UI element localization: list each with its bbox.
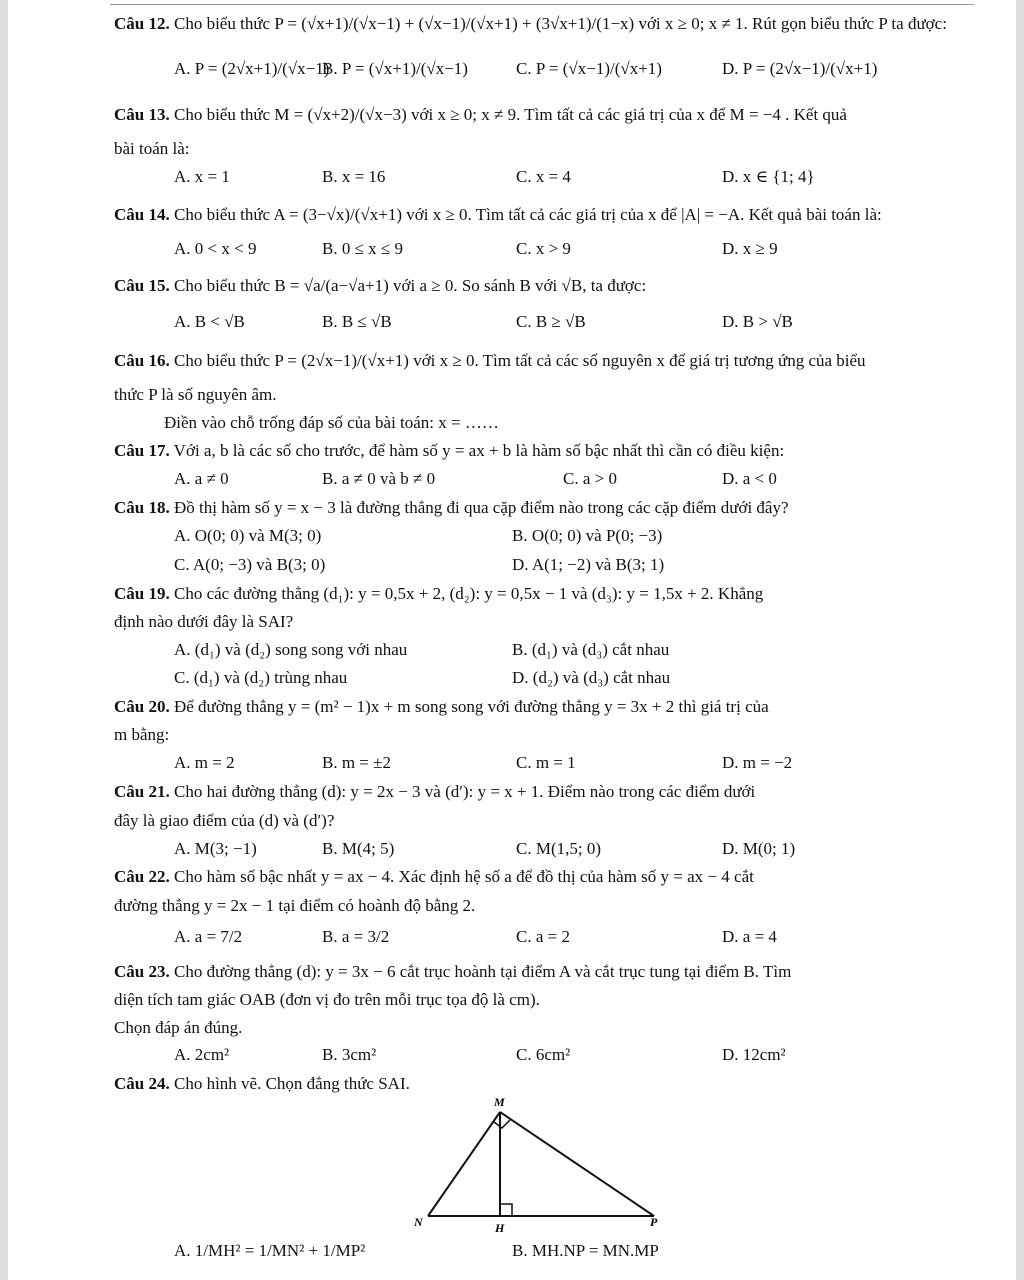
answer-option[interactable]: B. (d₁) và (d₃) cắt nhau: [512, 640, 670, 659]
answer-option[interactable]: B. M(4; 5): [322, 839, 395, 858]
answer-option[interactable]: A. M(3; −1): [174, 839, 257, 858]
question-line: Câu 24. Cho hình vẽ. Chọn đẳng thức SAI.: [114, 1074, 410, 1093]
right-angle-h: [500, 1204, 512, 1216]
triangle-figure: [410, 1092, 670, 1240]
answer-option[interactable]: C. m = 1: [516, 753, 576, 772]
answer-option[interactable]: A. m = 2: [174, 753, 235, 772]
question-line: Câu 16. Cho biểu thức P = (2√x−1)/(√x+1) với x ≥ 0. Tìm tất cả các số nguyên x để giá trị tương ứng của biểu: [114, 351, 866, 370]
question-line: định nào dưới đây là SAI?: [114, 612, 294, 631]
answer-option[interactable]: B. P = (√x+1)/(√x−1): [322, 59, 468, 78]
question-line: Câu 21. Cho hai đường thẳng (d): y = 2x − 3 và (d′): y = x + 1. Điểm nào trong các điểm dưới: [114, 782, 756, 801]
answer-option[interactable]: D. a = 4: [722, 927, 777, 946]
answer-option[interactable]: C. P = (√x−1)/(√x+1): [516, 59, 662, 78]
answer-option[interactable]: B. MH.NP = MN.MP: [512, 1241, 659, 1260]
question-line: diện tích tam giác OAB (đơn vị đo trên mỗi trục tọa độ là cm).: [114, 990, 540, 1009]
top-rule: [110, 4, 974, 5]
answer-option[interactable]: A. (d₁) và (d₂) song song với nhau: [174, 640, 408, 659]
answer-option[interactable]: A. B < √B: [174, 312, 245, 331]
answer-option[interactable]: B. O(0; 0) và P(0; −3): [512, 526, 663, 545]
question-line: Câu 14. Cho biểu thức A = (3−√x)/(√x+1) với x ≥ 0. Tìm tất cả các giá trị của x để |A| = −A. Kết quả bài toán là:: [114, 205, 882, 224]
answer-option[interactable]: C. a > 0: [563, 469, 617, 488]
answer-option[interactable]: B. 3cm²: [322, 1045, 377, 1064]
question-line: bài toán là:: [114, 139, 190, 158]
answer-option[interactable]: C. 6cm²: [516, 1045, 571, 1064]
answer-option[interactable]: D. (d₂) và (d₃) cắt nhau: [512, 668, 671, 687]
answer-option[interactable]: D. a < 0: [722, 469, 777, 488]
question-line: thức P là số nguyên âm.: [114, 385, 277, 404]
answer-option[interactable]: D. m = −2: [722, 753, 793, 772]
answer-option[interactable]: C. A(0; −3) và B(3; 0): [174, 555, 326, 574]
answer-option[interactable]: A. a = 7/2: [174, 927, 243, 946]
answer-option[interactable]: C. a = 2: [516, 927, 570, 946]
answer-option[interactable]: A. x = 1: [174, 167, 230, 186]
question-line: Chọn đáp án đúng.: [114, 1018, 243, 1037]
question-line: đường thẳng y = 2x − 1 tại điểm có hoành độ bằng 2.: [114, 896, 476, 915]
answer-option[interactable]: A. 0 < x < 9: [174, 239, 257, 258]
question-line: Câu 17. Với a, b là các số cho trước, để hàm số y = ax + b là hàm số bậc nhất thì cần có điều kiện:: [114, 441, 785, 460]
question-line: Câu 12. Cho biểu thức P = (√x+1)/(√x−1) + (√x−1)/(√x+1) + (3√x+1)/(1−x) với x ≥ 0; x ≠ 1. Rút gọn biểu thức P ta được:: [114, 14, 947, 33]
answer-option[interactable]: B. a ≠ 0 và b ≠ 0: [322, 469, 436, 488]
question-line: Câu 19. Cho các đường thẳng (d₁): y = 0,5x + 2, (d₂): y = 0,5x − 1 và (d₃): y = 1,5x + 2. Khẳng: [114, 584, 764, 603]
answer-option[interactable]: A. P = (2√x+1)/(√x−1): [174, 59, 330, 78]
answer-option[interactable]: A. 2cm²: [174, 1045, 230, 1064]
answer-option[interactable]: C. x = 4: [516, 167, 571, 186]
right-edge: [1016, 0, 1024, 1280]
answer-option[interactable]: C. (d₁) và (d₂) trùng nhau: [174, 668, 348, 687]
answer-option[interactable]: D. P = (2√x−1)/(√x+1): [722, 59, 878, 78]
answer-option[interactable]: C. x > 9: [516, 239, 571, 258]
side-mp: [500, 1112, 654, 1216]
question-line: Câu 23. Cho đường thẳng (d): y = 3x − 6 cắt trục hoành tại điểm A và cắt trục tung tại điểm B. Tìm: [114, 962, 792, 981]
left-edge: [0, 0, 8, 1280]
question-line: Câu 13. Cho biểu thức M = (√x+2)/(√x−3) với x ≥ 0; x ≠ 9. Tìm tất cả các giá trị của x để M = −4 . Kết quả: [114, 105, 847, 124]
answer-option[interactable]: A. a ≠ 0: [174, 469, 229, 488]
answer-option[interactable]: B. a = 3/2: [322, 927, 390, 946]
right-angle-m: [494, 1120, 510, 1128]
question-line: Câu 20. Để đường thẳng y = (m² − 1)x + m song song với đường thẳng y = 3x + 2 thì giá trị của: [114, 697, 769, 716]
answer-option[interactable]: D. B > √B: [722, 312, 793, 331]
answer-option[interactable]: B. m = ±2: [322, 753, 391, 772]
answer-option[interactable]: B. B ≤ √B: [322, 312, 392, 331]
question-line: đây là giao điểm của (d) và (d′)?: [114, 811, 335, 830]
answer-option[interactable]: A. 1/MH² = 1/MN² + 1/MP²: [174, 1241, 366, 1260]
label-h: H: [495, 1221, 505, 1235]
answer-option[interactable]: C. M(1,5; 0): [516, 839, 601, 858]
answer-option[interactable]: B. x = 16: [322, 167, 386, 186]
answer-option[interactable]: D. A(1; −2) và B(3; 1): [512, 555, 665, 574]
question-line: Câu 18. Đồ thị hàm số y = x − 3 là đường thẳng đi qua cặp điểm nào trong các cặp điểm dưới đây?: [114, 498, 789, 517]
label-p: P: [650, 1215, 658, 1229]
side-mn: [428, 1112, 500, 1216]
answer-option[interactable]: B. 0 ≤ x ≤ 9: [322, 239, 403, 258]
question-line: Điền vào chỗ trống đáp số của bài toán: x = ……: [164, 413, 499, 432]
answer-option[interactable]: A. O(0; 0) và M(3; 0): [174, 526, 322, 545]
answer-option[interactable]: C. B ≥ √B: [516, 312, 586, 331]
question-line: Câu 22. Cho hàm số bậc nhất y = ax − 4. Xác định hệ số a để đồ thị của hàm số y = ax − 4 cắt: [114, 867, 754, 886]
question-line: Câu 15. Cho biểu thức B = √a/(a−√a+1) với a ≥ 0. So sánh B với √B, ta được:: [114, 276, 647, 295]
answer-option[interactable]: D. x ≥ 9: [722, 239, 778, 258]
question-line: m bằng:: [114, 725, 170, 744]
answer-option[interactable]: D. M(0; 1): [722, 839, 796, 858]
label-m: M: [494, 1095, 505, 1109]
answer-option[interactable]: D. 12cm²: [722, 1045, 786, 1064]
answer-option[interactable]: D. x ∈ {1; 4}: [722, 167, 815, 186]
label-n: N: [414, 1215, 423, 1229]
